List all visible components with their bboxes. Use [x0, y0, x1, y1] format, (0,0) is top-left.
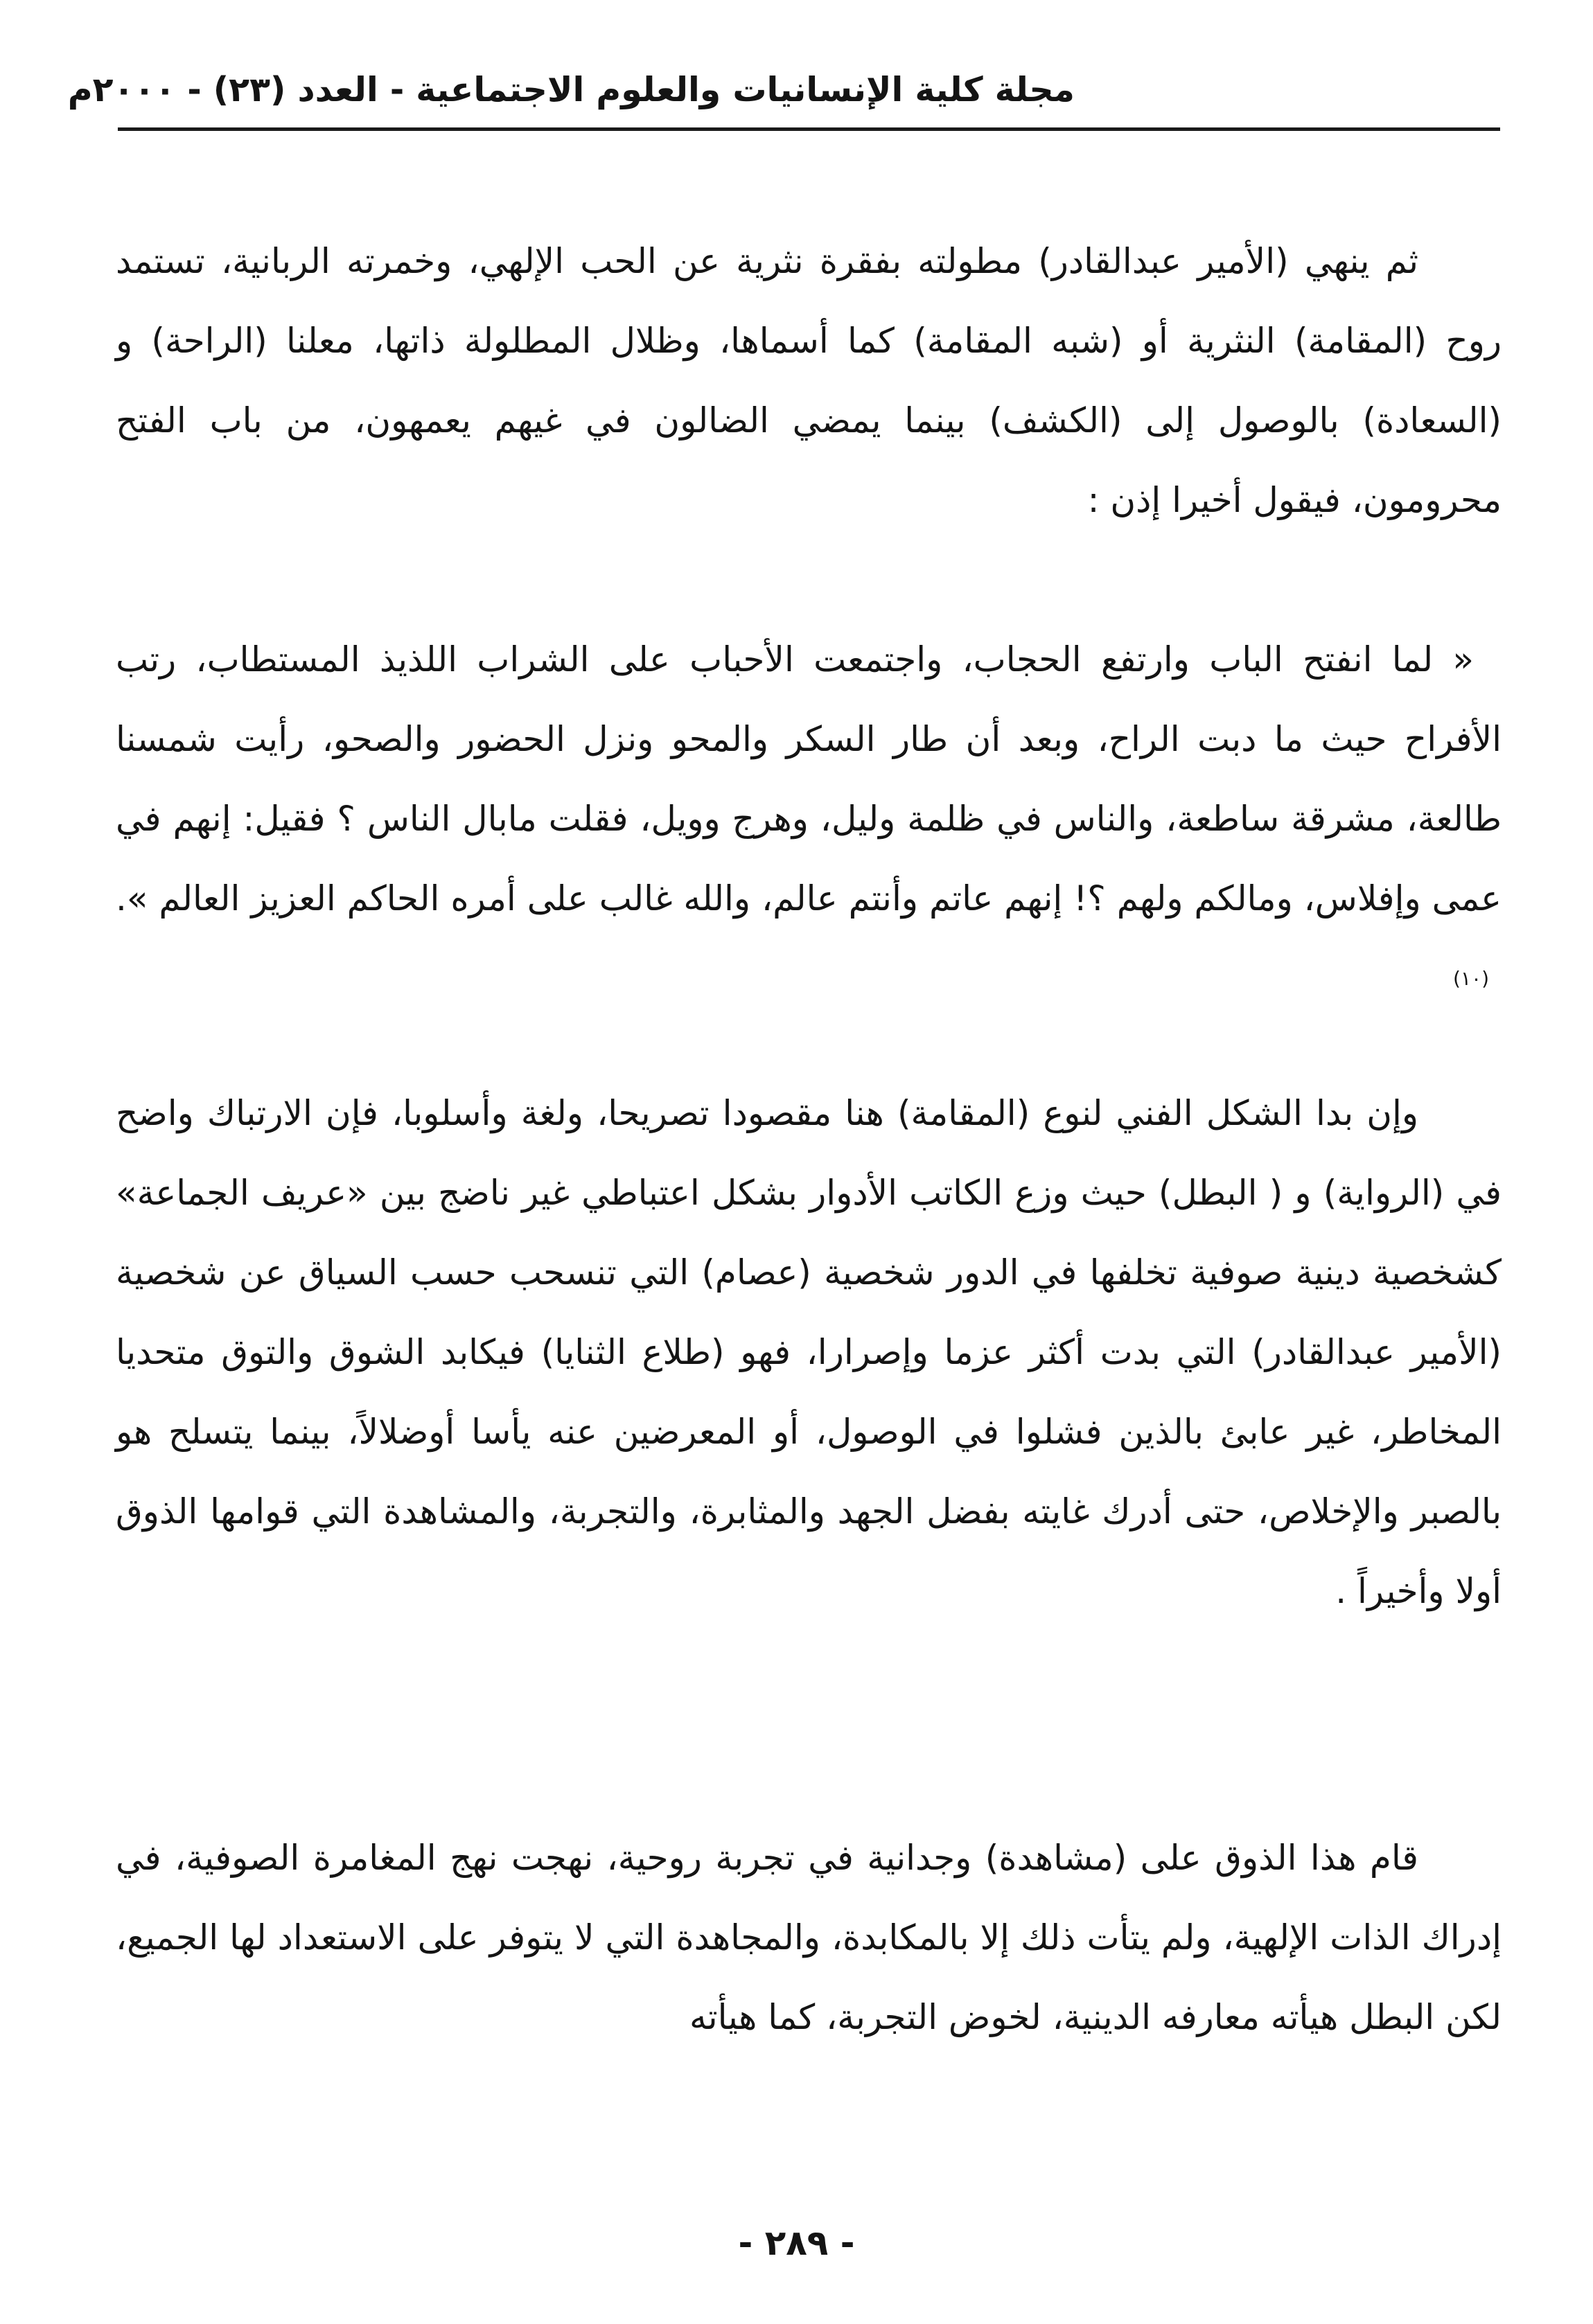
- paragraph-3: وإن بدا الشكل الفني لنوع (المقامة) هنا مقصودا تصريحا، ولغة وأسلوبا، فإن الارتباك واضح في (الرواية) و ( البطل) حيث وزع الكاتب الأدوار بشكل اعتباطي غير ناضج بين «عريف الجماعة» كشخصية دينية صوفية تخلفها في الدور شخصية (عصام) التي تنسحب حسب السياق عن شخصية (الأمير عبدالقادر) التي بدت أكثر عزما وإصرارا، فهو (طلاع الثنايا) فيكابد الشوق والتوق متحديا المخاطر، غير عابئ بالذين فشلوا في الوصول، أو المعرضين عنه يأسا أوضلالاً، بينما يتسلح هو بالصبر والإخلاص، حتى أدرك غايته بفضل الجهد والمثابرة، والتجربة، والمشاهدة التي قوامها الذوق أولا وأخيراً .: [116, 1093, 1502, 1611]
- page-number: - ٢٨٩ -: [738, 2223, 855, 2263]
- footnote-reference: (١٠): [1453, 967, 1489, 990]
- journal-header: مجلة كلية الإنسانيات والعلوم الاجتماعية - العدد (٢٣) - ٢٠٠٠م: [67, 70, 1075, 109]
- quoted-passage-text: « لما انفتح الباب وارتفع الحجاب، واجتمعت الأحباب على الشراب اللذيذ المستطاب، رتب الأفراح حيث ما دبت الراح، وبعد أن طار السكر والمحو ونزل الحضور والصحو، رأيت شمسنا طالعة، مشرقة ساطعة، والناس في ظلمة وليل، وهرج وويل، فقلت مابال الناس ؟ فقيل: إنهم في عمى وإفلاس، ومالكم ولهم ؟! إنهم عاتم وأنتم عالم، والله غالب على أمره الحاكم العزيز العالم ».: [116, 639, 1502, 919]
- quoted-passage: [116, 620, 1502, 1031]
- paragraph-4: قام هذا الذوق على (مشاهدة) وجدانية في تجربة روحية، نهجت نهج المغامرة الصوفية، في إدراك الذات الإلهية، ولم يتأت ذلك إلا بالمكابدة، والمجاهدة التي لا يتوفر على الاستعداد لها الجميع، لكن البطل هيأته معارفه الدينية، لخوض التجربة، كما هيأته: [116, 1838, 1502, 2037]
- header-divider: [118, 127, 1500, 131]
- paragraph-1: ثم ينهي (الأمير عبدالقادر) مطولته بفقرة نثرية عن الحب الإلهي، وخمرته الربانية، تستمد روح (المقامة) النثرية أو (شبه المقامة) كما أسماها، وظلال المطلولة ذاتها، معلنا (الراحة) و (السعادة) بالوصول إلى (الكشف) بينما يمضي الضالون في غيهم يعمهون، من باب الفتح محرومون، فيقول أخيرا إذن :: [116, 241, 1502, 520]
